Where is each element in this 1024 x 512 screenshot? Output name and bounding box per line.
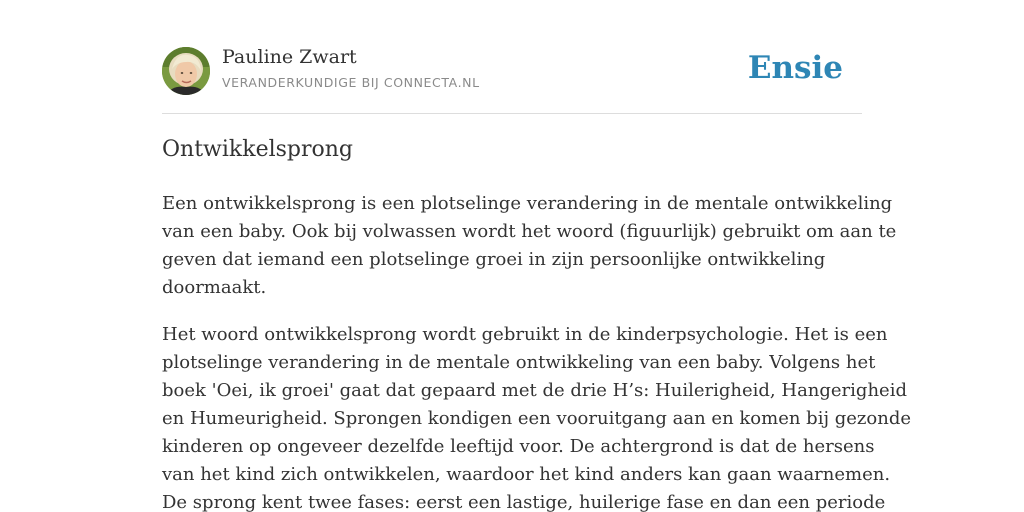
author-avatar[interactable] (162, 47, 210, 95)
article-paragraph-1 (162, 190, 897, 302)
author-header (162, 46, 862, 96)
paragraph-line: van het kind zich ontwikkelen, waardoor het kind anders kan gaan waarnemen. (162, 464, 891, 485)
article-paragraph-2 (162, 321, 912, 512)
header-divider (162, 113, 862, 114)
author-role: VERANDERKUNDIGE BIJ CONNECTA.NL (222, 75, 480, 90)
paragraph-line: kinderen op ongeveer dezelfde leeftijd voor. De achtergrond is dat de hersens (162, 436, 875, 457)
paragraph-line: geven dat iemand een plotselinge groei in zijn persoonlijke ontwikkeling (162, 249, 826, 270)
paragraph-line: De sprong kent twee fases: eerst een lastige, huilerige fase en dan een periode (162, 492, 886, 512)
paragraph-line: Een ontwikkelsprong is een plotselinge verandering in de mentale ontwikkeling (162, 193, 893, 214)
paragraph-line: en Humeurigheid. Sprongen kondigen een vooruitgang aan en komen bij gezonde (162, 408, 912, 429)
paragraph-line: Het woord ontwikkelsprong wordt gebruikt in de kinderpsychologie. Het is een (162, 324, 888, 345)
avatar-image (162, 47, 210, 95)
author-name[interactable]: Pauline Zwart (222, 46, 357, 68)
paragraph-line: boek 'Oei, ik groei' gaat dat gepaard met de drie H’s: Huilerigheid, Hangerigheid (162, 380, 907, 401)
paragraph-line: doormaakt. (162, 277, 267, 298)
ensie-logo[interactable]: Ensie (747, 50, 843, 86)
article-title: Ontwikkelsprong (162, 137, 354, 162)
paragraph-line: plotselinge verandering in de mentale ontwikkeling van een baby. Volgens het (162, 352, 876, 373)
paragraph-line: van een baby. Ook bij volwassen wordt het woord (figuurlijk) gebruikt om aan te (162, 221, 897, 242)
